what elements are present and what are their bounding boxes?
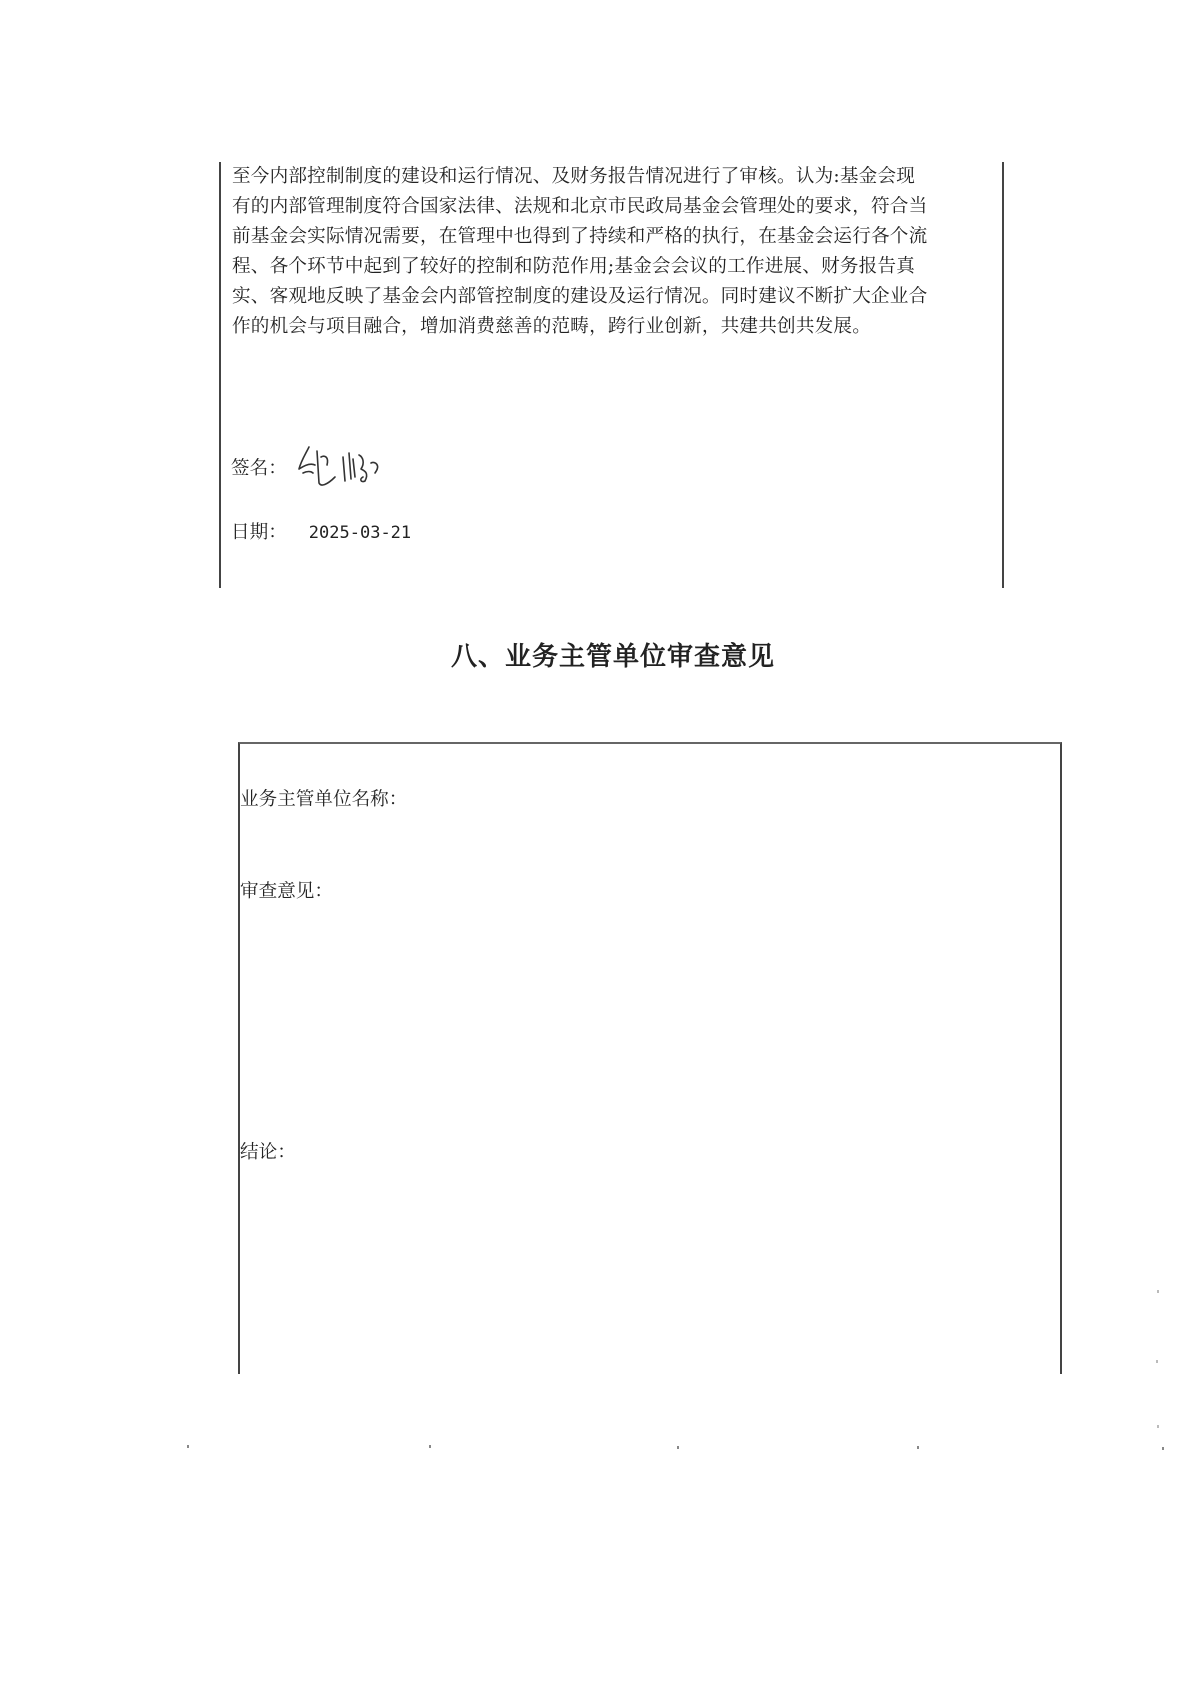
authority-review-box xyxy=(238,742,1062,1374)
scan-artifact xyxy=(187,1445,189,1448)
supervisor-opinion-text xyxy=(232,162,996,342)
date-label: 日期： xyxy=(231,522,287,543)
date-value: 2025-03-21 xyxy=(308,523,412,543)
scan-artifact xyxy=(429,1445,431,1448)
scan-artifact xyxy=(917,1446,919,1449)
paragraph-line: 至今内部控制制度的建设和运行情况、及财务报告情况进行了审核。认为:基金会现 xyxy=(232,166,916,187)
paragraph-line: 程、各个环节中起到了较好的控制和防范作用;基金会会议的工作进展、财务报告真 xyxy=(232,256,916,277)
scan-artifact xyxy=(1156,1360,1158,1363)
unit-name-label: 业务主管单位名称： xyxy=(240,789,408,810)
paragraph-line: 实、客观地反映了基金会内部管控制度的建设及运行情况。同时建议不断扩大企业合 xyxy=(232,286,928,307)
scan-artifact xyxy=(1157,1290,1159,1293)
conclusion-label: 结论： xyxy=(240,1142,296,1163)
review-opinion-label: 审查意见： xyxy=(240,881,333,902)
handwritten-signature xyxy=(295,443,395,491)
scan-artifact xyxy=(1157,1425,1159,1428)
paragraph-line: 作的机会与项目融合，增加消费慈善的范畴，跨行业创新，共建共创共发展。 xyxy=(232,316,871,337)
signature-label: 签名： xyxy=(231,458,287,479)
paragraph-line: 前基金会实际情况需要，在管理中也得到了持续和严格的执行，在基金会运行各个流 xyxy=(232,226,928,247)
section-heading: 八、业务主管单位审查意见 xyxy=(450,642,775,672)
scan-artifact xyxy=(677,1446,679,1449)
signature-row xyxy=(231,443,395,491)
paragraph-line: 有的内部管理制度符合国家法律、法规和北京市民政局基金会管理处的要求，符合当 xyxy=(232,196,928,217)
scan-artifact xyxy=(1162,1447,1164,1450)
date-row xyxy=(231,518,411,544)
